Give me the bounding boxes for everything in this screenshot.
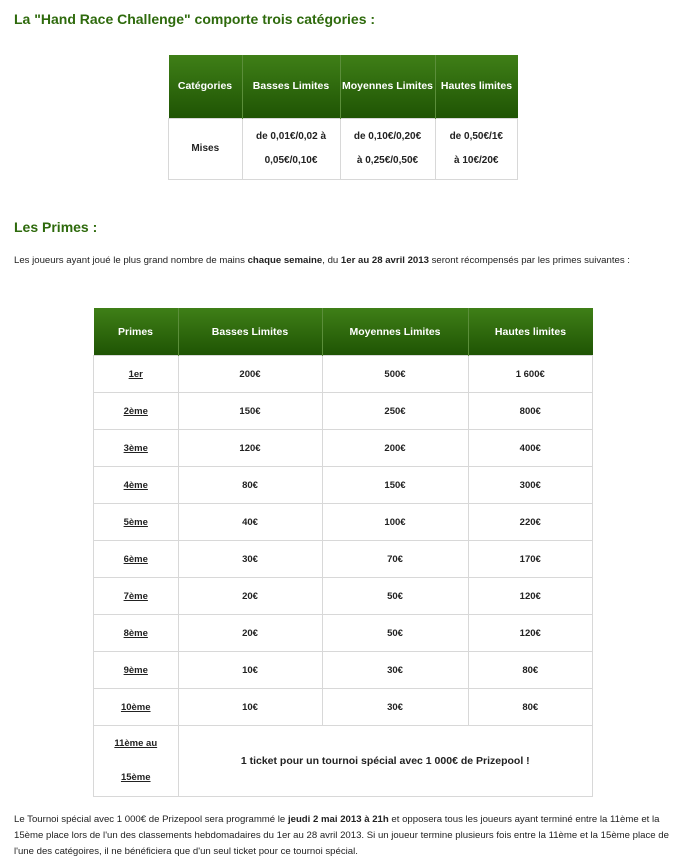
mises-basses <box>242 119 340 180</box>
intro-bold2: 1er au 28 avril 2013 <box>340 255 429 266</box>
mises-moyennes-line2: à 0,25€/0,50€ <box>356 155 419 166</box>
basses-cell: 80€ <box>178 467 322 504</box>
table-row <box>94 504 593 541</box>
mises-row <box>169 119 518 180</box>
intro-part1: Les joueurs ayant joué le plus grand nombre de mains <box>14 255 248 266</box>
basses-cell: 150€ <box>178 393 322 430</box>
rank-11-15 <box>94 726 179 797</box>
moyennes-cell: 250€ <box>322 393 468 430</box>
rank-cell: 1er <box>94 356 179 393</box>
moyennes-cell: 30€ <box>322 652 468 689</box>
rank-11-15-line2: 15ème <box>120 772 151 783</box>
rank-cell: 10ème <box>94 689 179 726</box>
header-hautes-limites: Hautes limites <box>468 308 593 356</box>
footer-part1: Le Tournoi spécial avec 1 000€ de Prizepool sera programmé le <box>14 814 288 825</box>
moyennes-cell: 100€ <box>322 504 468 541</box>
primes-header-row <box>94 308 593 356</box>
mises-basses-line2: 0,05€/0,10€ <box>264 155 318 166</box>
rank-cell: 8ème <box>94 615 179 652</box>
mises-moyennes <box>340 119 435 180</box>
header-moyennes-limites: Moyennes Limites <box>340 55 435 119</box>
table-row <box>94 356 593 393</box>
hautes-cell: 220€ <box>468 504 593 541</box>
table-row <box>94 393 593 430</box>
basses-cell: 20€ <box>178 615 322 652</box>
hautes-cell: 120€ <box>468 578 593 615</box>
header-categories: Catégories <box>169 55 243 119</box>
moyennes-cell: 50€ <box>322 578 468 615</box>
basses-cell: 120€ <box>178 430 322 467</box>
rank-cell: 7ème <box>94 578 179 615</box>
hautes-cell: 800€ <box>468 393 593 430</box>
moyennes-cell: 30€ <box>322 689 468 726</box>
table-row <box>94 689 593 726</box>
table-row-11-15 <box>94 726 593 797</box>
footer-text <box>14 812 674 860</box>
moyennes-cell: 500€ <box>322 356 468 393</box>
section-title-categories: La "Hand Race Challenge" comporte trois catégories : <box>14 11 376 27</box>
rank-cell: 2ème <box>94 393 179 430</box>
mises-hautes <box>435 119 518 180</box>
basses-cell: 40€ <box>178 504 322 541</box>
categories-table <box>168 55 518 180</box>
moyennes-cell: 70€ <box>322 541 468 578</box>
mises-basses-line1: de 0,01€/0,02 à <box>255 131 327 142</box>
header-hautes-limites: Hautes limites <box>435 55 518 119</box>
basses-cell: 10€ <box>178 652 322 689</box>
header-basses-limites: Basses Limites <box>178 308 322 356</box>
footer-bold1: jeudi 2 mai 2013 à 21h <box>287 814 389 825</box>
hautes-cell: 80€ <box>468 689 593 726</box>
mises-moyennes-line1: de 0,10€/0,20€ <box>353 131 422 142</box>
mises-hautes-line2: à 10€/20€ <box>454 155 499 166</box>
hautes-cell: 1 600€ <box>468 356 593 393</box>
moyennes-cell: 200€ <box>322 430 468 467</box>
basses-cell: 20€ <box>178 578 322 615</box>
prize-ticket: 1 ticket pour un tournoi spécial avec 1 000€ de Prizepool ! <box>178 726 593 797</box>
footer-part2: et opposera tous les joueurs ayant terminé entre la 11ème et la 15ème place lors de l'un des classements hebdomadaires du 1er au 28 avril 2013. Si un joueur termine plusieurs fois entre la 11ème et la 15ème place de l'une des catégoires, il ne bénéficiera que d'un seul ticket pour ce tournoi spécial. <box>14 814 669 857</box>
intro-part3: seront récompensés par les primes suivantes : <box>428 255 630 266</box>
table-row <box>94 652 593 689</box>
hautes-cell: 400€ <box>468 430 593 467</box>
header-primes: Primes <box>94 308 179 356</box>
hautes-cell: 80€ <box>468 652 593 689</box>
header-moyennes-limites: Moyennes Limites <box>322 308 468 356</box>
moyennes-cell: 50€ <box>322 615 468 652</box>
rank-cell: 4ème <box>94 467 179 504</box>
rank-11-15-line1: 11ème au <box>114 738 158 749</box>
table-row <box>94 430 593 467</box>
categories-header-row <box>169 55 518 119</box>
table-row <box>94 467 593 504</box>
table-row <box>94 615 593 652</box>
primes-table <box>93 308 593 797</box>
rank-cell: 5ème <box>94 504 179 541</box>
table-row <box>94 541 593 578</box>
primes-intro <box>14 253 674 269</box>
rank-cell: 3ème <box>94 430 179 467</box>
basses-cell: 30€ <box>178 541 322 578</box>
hautes-cell: 120€ <box>468 615 593 652</box>
basses-cell: 200€ <box>178 356 322 393</box>
rank-cell: 9ème <box>94 652 179 689</box>
rank-cell: 6ème <box>94 541 179 578</box>
intro-part2: , du <box>322 255 341 266</box>
mises-label: Mises <box>169 119 243 180</box>
section-title-primes: Les Primes : <box>14 219 98 235</box>
basses-cell: 10€ <box>178 689 322 726</box>
mises-hautes-line1: de 0,50€/1€ <box>449 131 503 142</box>
table-row <box>94 578 593 615</box>
intro-bold1: chaque semaine <box>247 255 323 266</box>
hautes-cell: 300€ <box>468 467 593 504</box>
moyennes-cell: 150€ <box>322 467 468 504</box>
hautes-cell: 170€ <box>468 541 593 578</box>
header-basses-limites: Basses Limites <box>242 55 340 119</box>
